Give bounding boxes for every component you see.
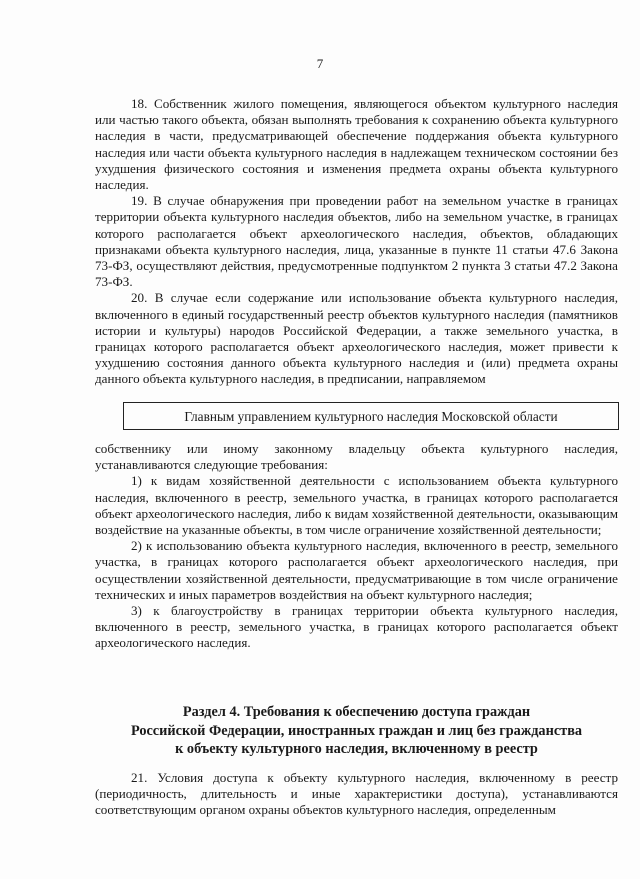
- text-block-middle: [95, 441, 618, 652]
- requirement-item-1: 1) к видам хозяйственной деятельности с использованием объекта культурного наследия, включенного в реестр, земельного участка, в границах которого располагается объект археологического наследия, либо к видам хозяйственной деятельности, оказывающим воздействие на указанные объекты, в том числе ограничение хозяйственной деятельности;: [95, 473, 618, 538]
- paragraph-19: 19. В случае обнаружения при проведении работ на земельном участке в границах территории объекта культурного наследия объектов, либо на земельном участке, в границах которого располагается объект археологического наследия, объектов, обладающих признаками объекта культурного наследия, лица, указанные в пункте 11 статьи 47.6 Закона 73-ФЗ, осуществляют действия, предусмотренные подпунктом 2 пункта 3 статьи 47.2 Закона 73-ФЗ.: [95, 193, 618, 290]
- paragraph-21: 21. Условия доступа к объекту культурного наследия, включенному в реестр (периодичность, длительность и иные характеристики доступа), устанавливаются соответствующим органом охраны объектов культурного наследия, определенным: [95, 770, 618, 818]
- section-heading-line-3: к объекту культурного наследия, включенному в реестр: [175, 741, 538, 757]
- section-4-heading: [95, 703, 618, 759]
- text-block-top: [95, 96, 618, 388]
- paragraph-18: 18. Собственник жилого помещения, являющегося объектом культурного наследия или частью такого объекта, обязан выполнять требования к сохранению объекта культурного наследия в части, предусматривающей обеспечение поддержания объекта культурного наследия или части объекта культурного наследия в надлежащем техническом состоянии без ухудшения физического состояния и изменения предмета охраны объекта культурного наследия.: [95, 96, 618, 193]
- text-block-bottom: [95, 770, 618, 819]
- paragraph-20-continued: собственнику или иному законному владельцу объекта культурного наследия, устанавливаются следующие требования:: [95, 441, 618, 473]
- authority-stamp-text: Главным управлением культурного наследия Московской области: [184, 409, 558, 424]
- authority-stamp-box: [123, 402, 619, 430]
- requirement-item-2: 2) к использованию объекта культурного наследия, включенного в реестр, земельного участка, в границах которого располагается объект археологического наследия, при осуществлении хозяйственной деятельности, предусматривающие в том числе ограничение технических и иных параметров воздействия на объект культурного наследия;: [95, 538, 618, 602]
- requirement-item-3: 3) к благоустройству в границах территории объекта культурного наследия, включенного в реестр, земельного участка, в границах которого располагается объект археологического наследия.: [95, 603, 618, 651]
- section-heading-line-2: Российской Федерации, иностранных граждан и лиц без гражданства: [130, 722, 583, 739]
- section-heading-line-1: Раздел 4. Требования к обеспечению доступа граждан: [182, 704, 531, 720]
- paragraph-20: 20. В случае если содержание или использование объекта культурного наследия, включенного в единый государственный реестр объектов культурного наследия (памятников истории и культуры) народов Российской Федерации, а также земельного участка, в границах которого располагается объект археологического наследия, может привести к ухудшению состояния данного объекта культурного наследия и (или) предмета охраны данного объекта культурного наследия, в предписании, направляемом: [95, 290, 618, 387]
- page-number: 7: [316, 56, 324, 71]
